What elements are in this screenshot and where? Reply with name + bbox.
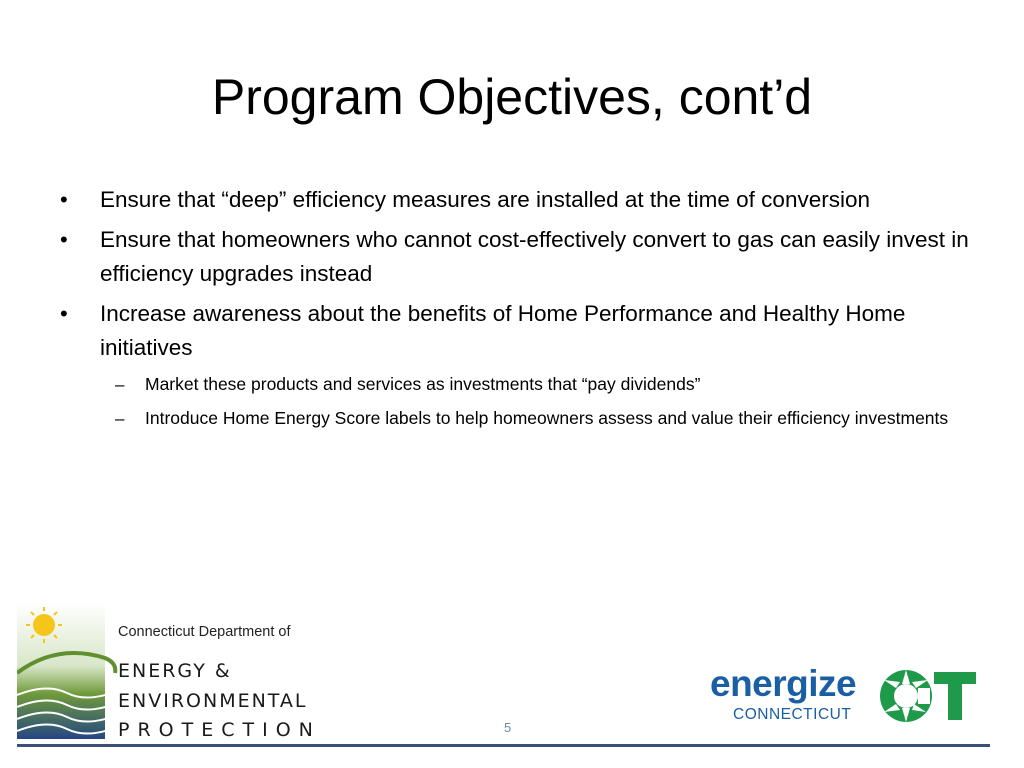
sub-bullet-item: – Introduce Home Energy Score labels to help homeowners assess and value their efficiency investments [145,405,980,432]
deep-protection-label: PROTECTION [118,719,321,741]
sub-bullet-item: – Market these products and services as investments that “pay dividends” [145,371,980,398]
energize-wordmark: energize [710,663,857,704]
bullet-item: • Ensure that “deep” efficiency measures are installed at the time of conversion [100,183,980,217]
energize-connecticut-label: CONNECTICUT [733,706,852,723]
deep-dept-label: Connecticut Department of [118,624,291,640]
bullet-list [100,183,980,439]
bullet-item: • Increase awareness about the benefits of Home Performance and Healthy Home initiatives [100,297,980,365]
energize-ct-mark-icon [878,668,978,724]
bullet-item: • Ensure that homeowners who cannot cost-effectively convert to gas can easily invest in efficiency upgrades instead [100,223,980,291]
deep-energy-label: ENERGY & [118,660,232,682]
footer-divider [17,744,990,747]
page-number: 5 [504,720,512,735]
deep-environmental-label: ENVIRONMENTAL [118,690,308,712]
slide-title: Program Objectives, cont’d [211,69,813,125]
